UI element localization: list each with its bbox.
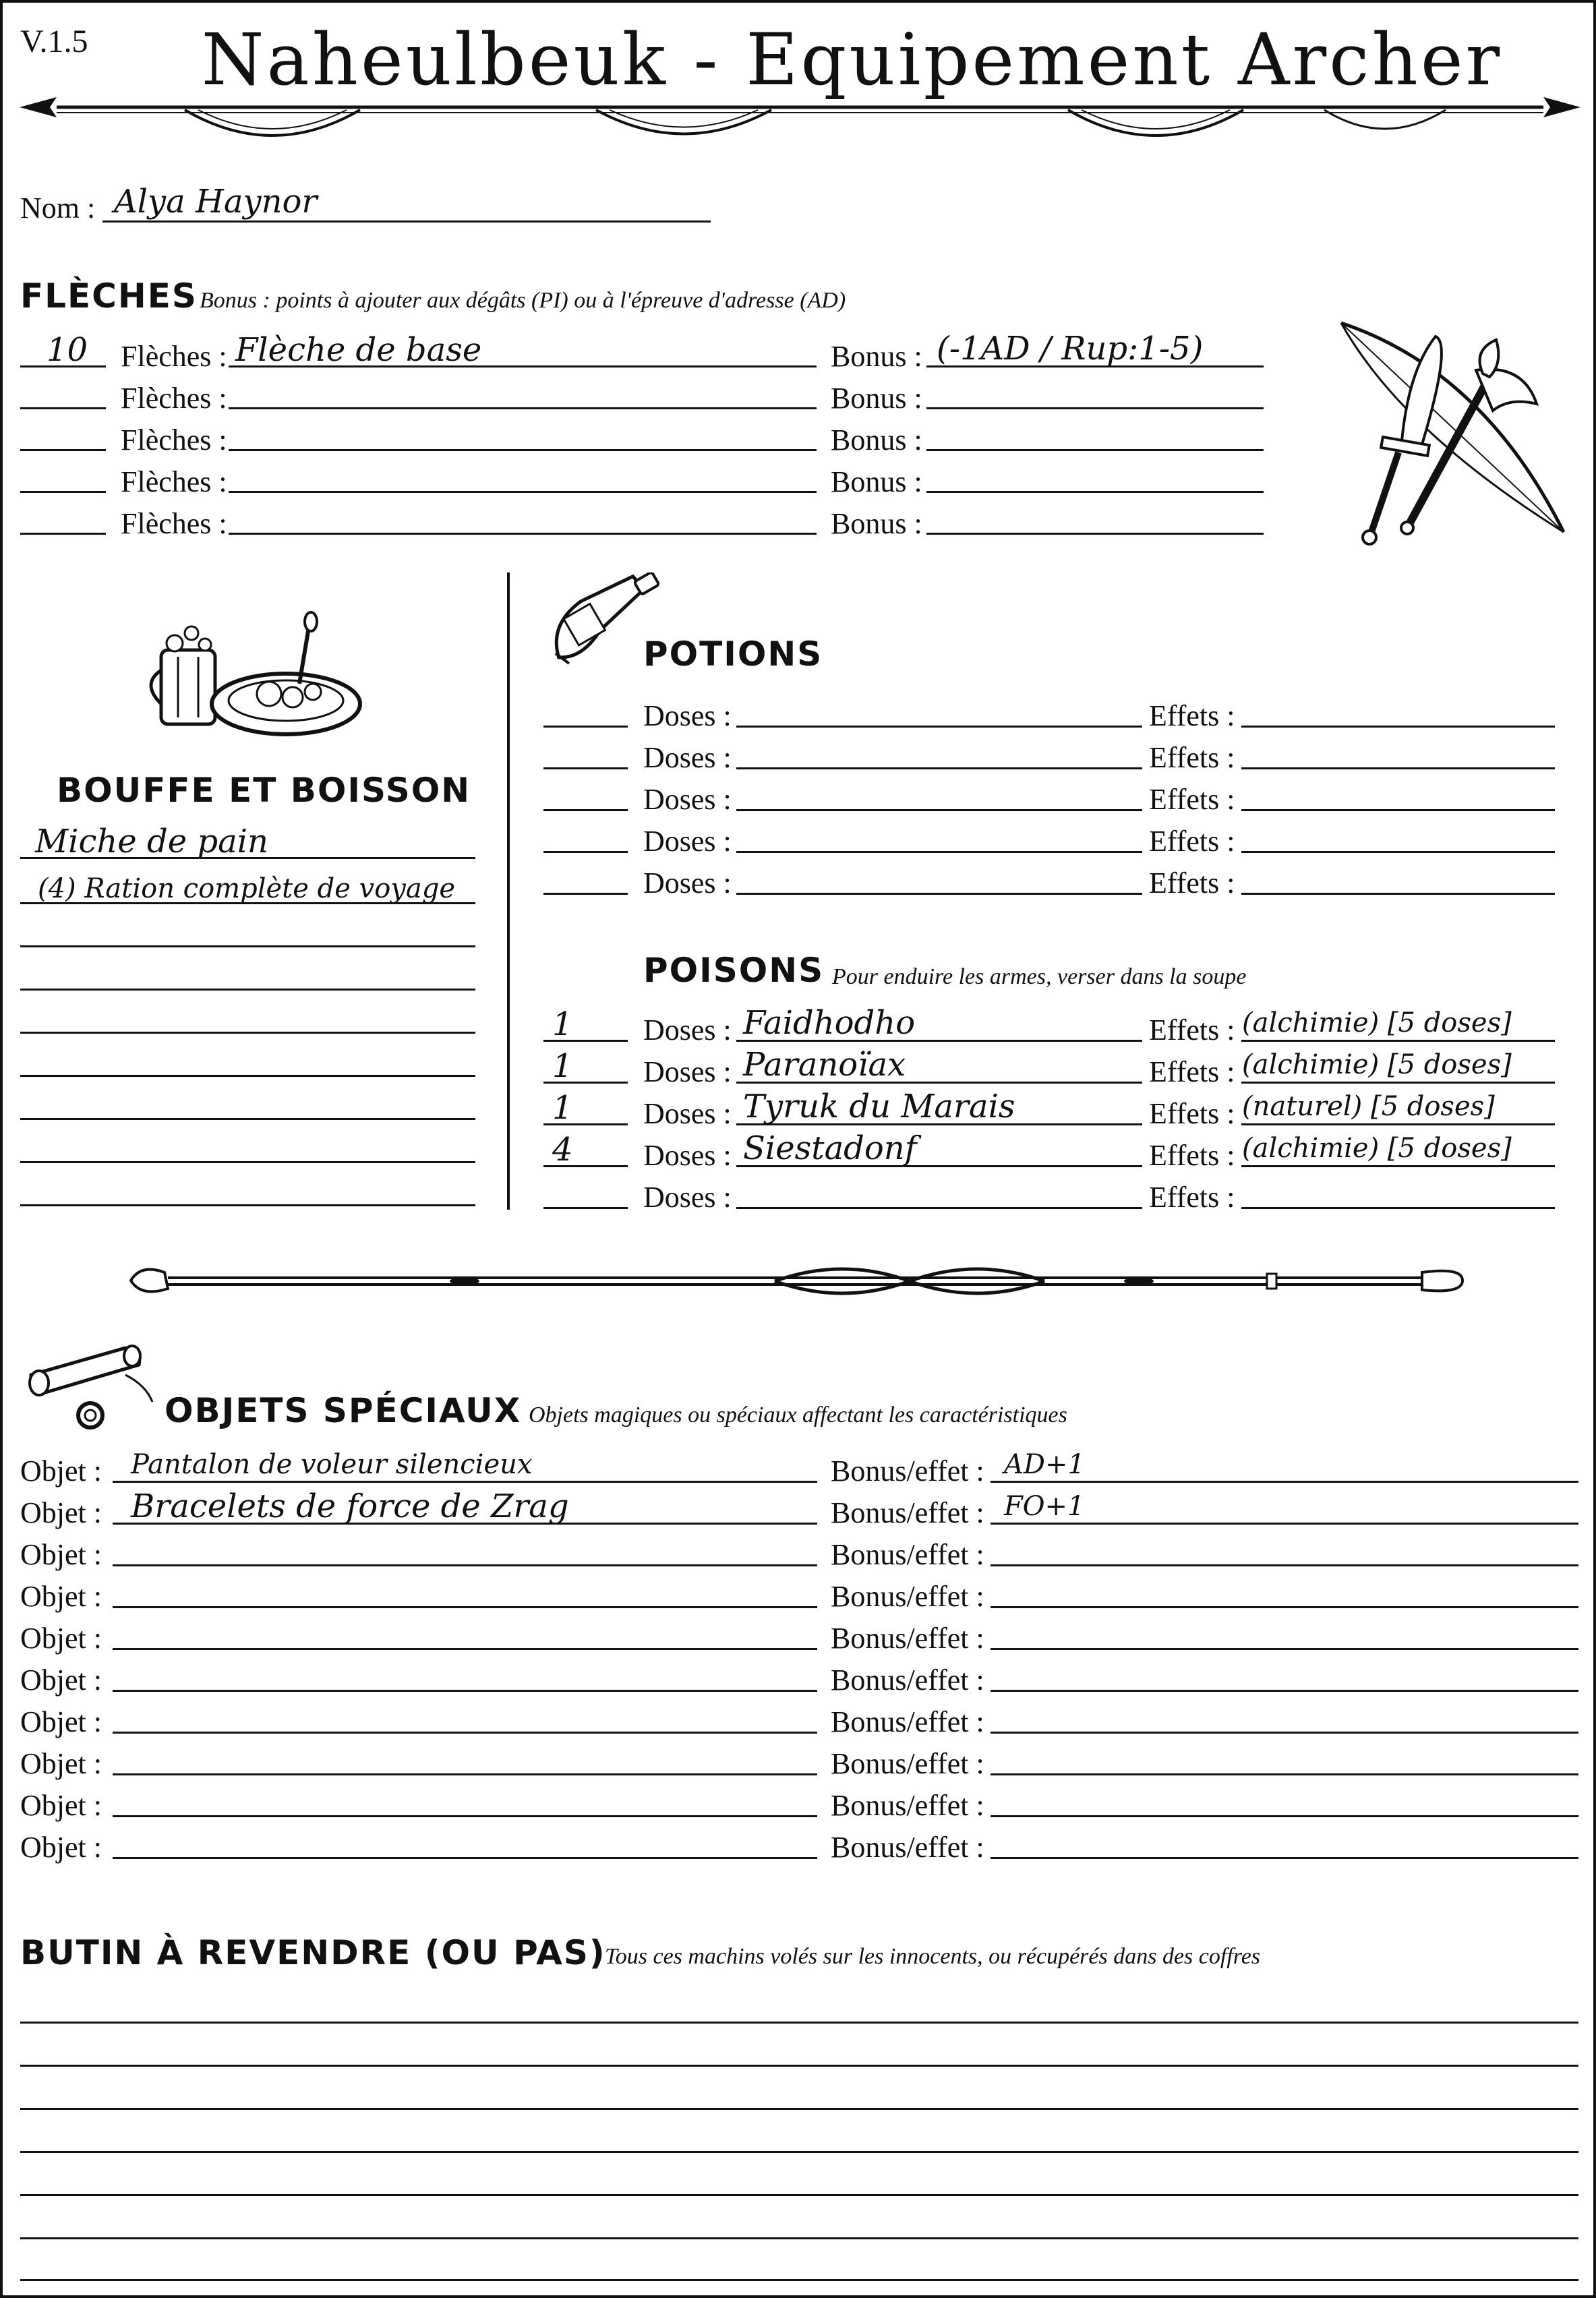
page-title: Naheulbeuk - Equipement Archer xyxy=(201,18,1503,101)
potion-doses-label: Doses : xyxy=(643,866,732,900)
object-bonus-label: Bonus/effet : xyxy=(831,1622,984,1655)
poison-effect-field[interactable]: (naturel) [5 doses] xyxy=(1242,1091,1495,1122)
object-bonus-label: Bonus/effet : xyxy=(831,1580,984,1613)
arrow-qty-field[interactable]: 10 xyxy=(47,331,88,369)
poison-name-field[interactable]: Paranoïax xyxy=(743,1046,906,1084)
poison-name-field[interactable]: Tyruk du Marais xyxy=(743,1088,1015,1125)
potion-effects-label: Effets : xyxy=(1149,825,1235,858)
arrow-bonus-label: Bonus : xyxy=(831,382,922,415)
poison-qty-field[interactable]: 1 xyxy=(552,1089,573,1127)
poison-effects-label: Effets : xyxy=(1149,1055,1235,1088)
object-bonus-field[interactable]: AD+1 xyxy=(1004,1449,1085,1480)
potion-effects-label: Effets : xyxy=(1149,699,1235,732)
arrow-divider-top xyxy=(16,80,1584,148)
poison-effects-label: Effets : xyxy=(1149,1139,1235,1172)
food-item[interactable]: Miche de pain xyxy=(35,823,268,860)
poison-doses-label: Doses : xyxy=(643,1097,732,1130)
potion-effects-label: Effets : xyxy=(1149,866,1235,900)
loot-subtitle: Tous ces machins volés sur les innocents, ou récupérés dans des coffres xyxy=(605,1944,1261,1969)
arrow-bonus-label: Bonus : xyxy=(831,423,922,456)
poison-effects-label: Effets : xyxy=(1149,1013,1235,1047)
special-items-heading: OBJETS SPÉCIAUX xyxy=(165,1391,522,1430)
object-bonus-label: Bonus/effet : xyxy=(831,1747,984,1780)
arrows-heading: FLÈCHES xyxy=(20,276,198,316)
poison-doses-label: Doses : xyxy=(643,1055,732,1088)
object-name-field[interactable]: Bracelets de force de Zrag xyxy=(131,1487,569,1525)
poison-doses-label: Doses : xyxy=(643,1013,732,1047)
poison-doses-label: Doses : xyxy=(643,1139,732,1172)
loot-heading: BUTIN À REVENDRE (OU PAS) xyxy=(20,1933,606,1972)
object-label: Objet : xyxy=(20,1663,102,1697)
name-label: Nom : xyxy=(20,192,96,225)
potion-doses-label: Doses : xyxy=(643,699,732,732)
poisons-heading: POISONS xyxy=(643,951,825,990)
crossed-weapons-icon xyxy=(1321,310,1577,552)
potions-heading: POTIONS xyxy=(643,635,823,674)
object-label: Objet : xyxy=(20,1622,102,1655)
special-items-subtitle: Objets magiques ou spéciaux affectant les caractéristiques xyxy=(529,1403,1067,1427)
poison-effects-label: Effets : xyxy=(1149,1097,1235,1130)
staff-divider xyxy=(127,1254,1466,1307)
food-drink-icon xyxy=(141,610,363,744)
arrow-row-label: Flèches : xyxy=(121,340,227,373)
object-bonus-label: Bonus/effet : xyxy=(831,1496,984,1529)
poison-qty-field[interactable]: 4 xyxy=(552,1131,573,1169)
potion-doses-label: Doses : xyxy=(643,783,732,816)
arrow-name-field[interactable]: Flèche de base xyxy=(235,331,482,369)
arrow-bonus-label: Bonus : xyxy=(831,507,922,540)
object-bonus-label: Bonus/effet : xyxy=(831,1663,984,1697)
arrow-row-label: Flèches : xyxy=(121,382,227,415)
character-name-field[interactable]: Alya Haynor xyxy=(114,183,318,220)
arrow-bonus-label: Bonus : xyxy=(831,465,922,498)
object-label: Objet : xyxy=(20,1580,102,1613)
poison-doses-label: Doses : xyxy=(643,1181,732,1214)
object-bonus-label: Bonus/effet : xyxy=(831,1831,984,1864)
potion-effects-label: Effets : xyxy=(1149,741,1235,774)
arrow-row-label: Flèches : xyxy=(121,465,227,498)
potion-effects-label: Effets : xyxy=(1149,783,1235,816)
potion-doses-label: Doses : xyxy=(643,741,732,774)
object-label: Objet : xyxy=(20,1747,102,1780)
object-bonus-field[interactable]: FO+1 xyxy=(1004,1491,1085,1522)
potion-doses-label: Doses : xyxy=(643,825,732,858)
poison-name-field[interactable]: Faidhodho xyxy=(743,1004,916,1042)
object-label: Objet : xyxy=(20,1454,102,1487)
food-item[interactable]: (4) Ration complète de voyage xyxy=(38,873,456,904)
poison-qty-field[interactable]: 1 xyxy=(552,1047,573,1085)
poison-name-field[interactable]: Siestadonf xyxy=(743,1129,917,1167)
version-label: V.1.5 xyxy=(20,24,88,59)
object-bonus-label: Bonus/effet : xyxy=(831,1705,984,1738)
poison-qty-field[interactable]: 1 xyxy=(552,1005,573,1043)
poisons-subtitle: Pour enduire les armes, verser dans la soupe xyxy=(832,964,1247,989)
food-heading: BOUFFE ET BOISSON xyxy=(57,771,471,810)
object-label: Objet : xyxy=(20,1831,102,1864)
scroll-ring-icon xyxy=(18,1334,159,1436)
object-label: Objet : xyxy=(20,1496,102,1529)
arrows-subtitle: Bonus : points à ajouter aux dégâts (PI) ou à l'épreuve d'adresse (AD) xyxy=(200,288,846,313)
arrow-row-label: Flèches : xyxy=(121,423,227,456)
object-label: Objet : xyxy=(20,1705,102,1738)
arrow-bonus-field[interactable]: (-1AD / Rup:1-5) xyxy=(937,330,1204,367)
object-label: Objet : xyxy=(20,1789,102,1822)
object-bonus-label: Bonus/effet : xyxy=(831,1454,984,1487)
arrow-bonus-label: Bonus : xyxy=(831,340,922,373)
column-divider xyxy=(507,572,510,1210)
object-label: Objet : xyxy=(20,1538,102,1571)
arrow-row-label: Flèches : xyxy=(121,507,227,540)
object-bonus-label: Bonus/effet : xyxy=(831,1789,984,1822)
poison-effects-label: Effets : xyxy=(1149,1181,1235,1214)
object-name-field[interactable]: Pantalon de voleur silencieux xyxy=(131,1449,533,1480)
poison-effect-field[interactable]: (alchimie) [5 doses] xyxy=(1242,1049,1512,1080)
poison-effect-field[interactable]: (alchimie) [5 doses] xyxy=(1242,1133,1512,1164)
object-bonus-label: Bonus/effet : xyxy=(831,1538,984,1571)
poison-effect-field[interactable]: (alchimie) [5 doses] xyxy=(1242,1007,1512,1038)
